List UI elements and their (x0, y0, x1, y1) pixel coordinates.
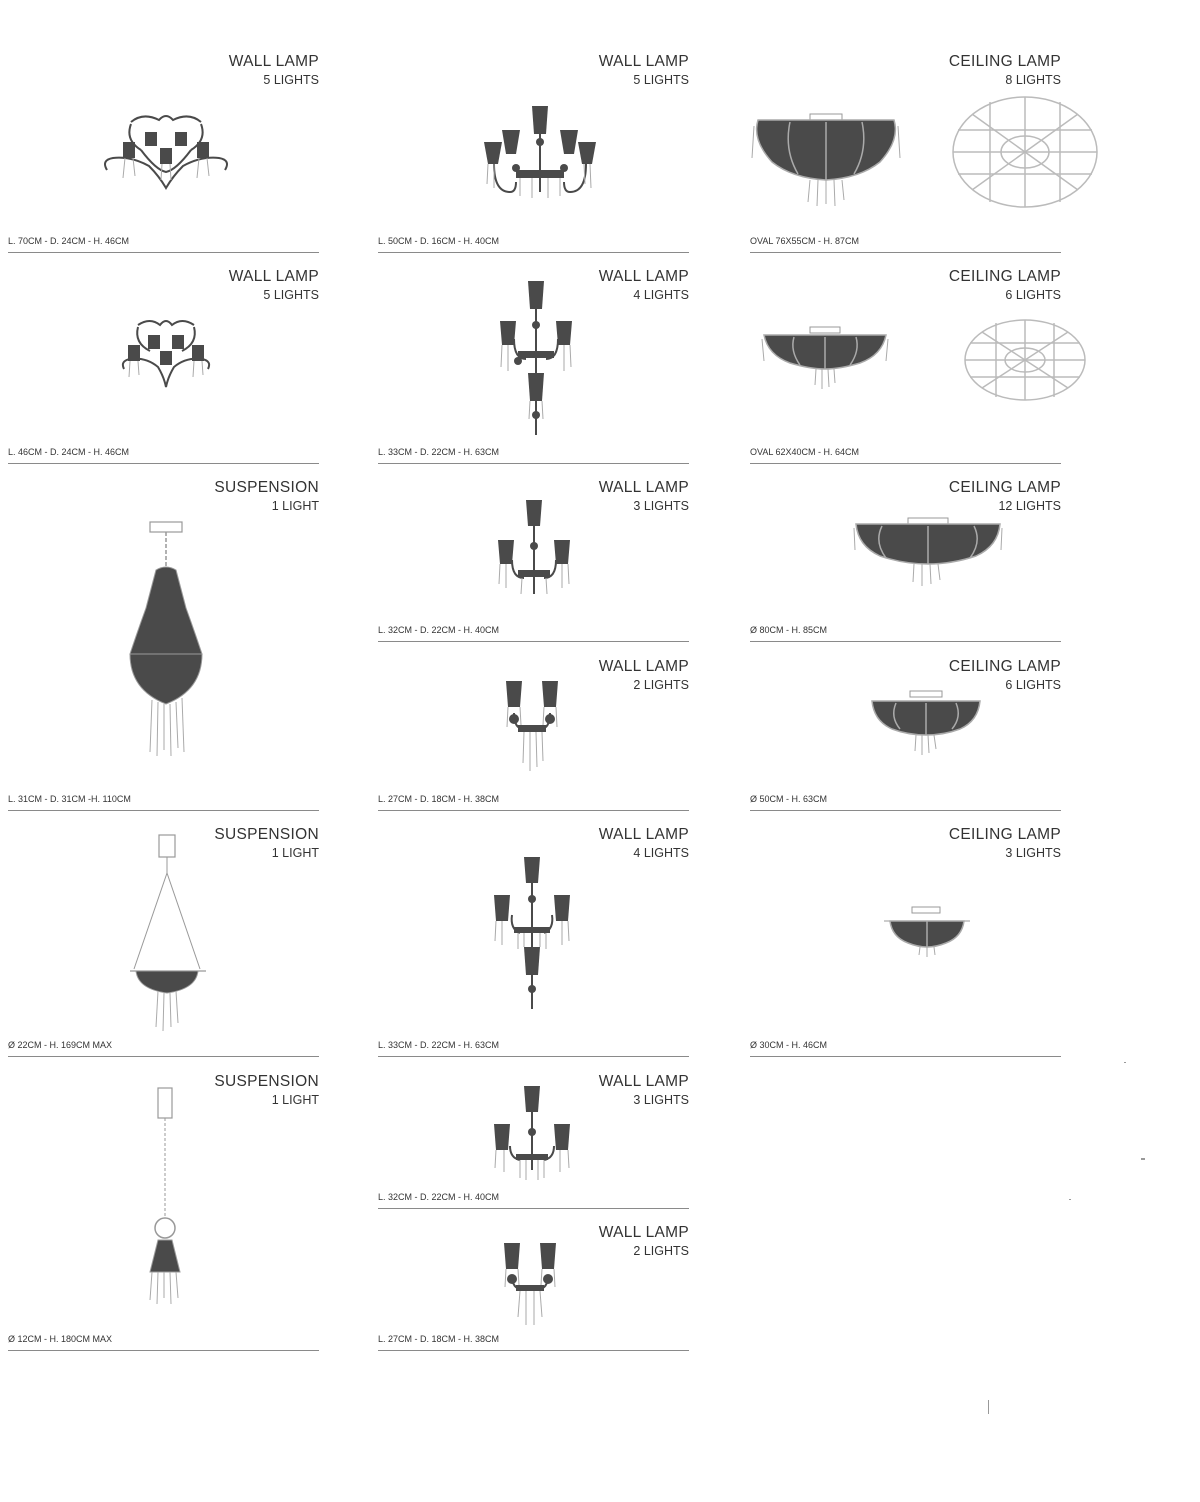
product-lights: 6 LIGHTS (1005, 288, 1061, 302)
product-card (750, 478, 1061, 642)
product-lights: 12 LIGHTS (998, 499, 1061, 513)
product-card (378, 267, 689, 464)
product-card (378, 1072, 689, 1209)
product-dimensions: L. 33CM - D. 22CM - H. 63CM (378, 447, 500, 457)
product-lights: 2 LIGHTS (633, 1244, 689, 1258)
ceiling-layout-icon (962, 317, 1088, 403)
product-lights: 1 LIGHT (271, 1093, 319, 1107)
product-lights: 4 LIGHTS (633, 846, 689, 860)
product-title: CEILING LAMP (948, 479, 1061, 496)
product-title: WALL LAMP (228, 268, 319, 285)
product-card (8, 1072, 319, 1351)
product-title: WALL LAMP (598, 53, 689, 70)
divider (8, 463, 319, 464)
product-lights: 5 LIGHTS (263, 288, 319, 302)
wall-lamp-icon (496, 279, 576, 437)
product-lights: 3 LIGHTS (1005, 846, 1061, 860)
product-title: CEILING LAMP (948, 53, 1061, 70)
ceiling-lamp-icon (852, 516, 1004, 588)
product-lights: 2 LIGHTS (633, 678, 689, 692)
product-lights: 1 LIGHT (271, 499, 319, 513)
divider (378, 1350, 689, 1351)
ceiling-lamp-icon (868, 689, 984, 759)
product-card (8, 267, 319, 464)
suspension-lamp-icon (128, 833, 208, 1033)
product-card (8, 52, 319, 253)
ceiling-lamp-icon (882, 905, 972, 959)
divider (378, 252, 689, 253)
divider (750, 463, 1061, 464)
scan-mark (1141, 1158, 1145, 1160)
product-lights: 6 LIGHTS (1005, 678, 1061, 692)
product-lights: 3 LIGHTS (633, 499, 689, 513)
divider (8, 810, 319, 811)
wall-lamp-icon (494, 498, 574, 598)
divider (378, 1056, 689, 1057)
wall-lamp-icon (492, 1084, 572, 1184)
product-dimensions: L. 50CM - D. 16CM - H. 40CM (378, 236, 500, 246)
product-dimensions: OVAL 62X40CM - H. 64CM (750, 447, 860, 457)
product-lights: 3 LIGHTS (633, 1093, 689, 1107)
product-title: SUSPENSION (214, 1073, 319, 1090)
wall-lamp-icon (496, 679, 568, 775)
ceiling-lamp-icon (760, 325, 890, 391)
wall-lamp-icon (494, 1241, 566, 1329)
wall-lamp-icon (101, 110, 231, 192)
product-card (750, 267, 1061, 464)
product-dimensions: L. 46CM - D. 24CM - H. 46CM (8, 447, 130, 457)
product-lights: 5 LIGHTS (633, 73, 689, 87)
product-dimensions: L. 31CM - D. 31CM -H. 110CM (8, 794, 131, 804)
ceiling-layout-icon (950, 94, 1100, 210)
divider (750, 641, 1061, 642)
product-card (8, 825, 319, 1057)
product-title: CEILING LAMP (948, 268, 1061, 285)
product-dimensions: L. 27CM - D. 18CM - H. 38CM (378, 1334, 500, 1344)
product-title: WALL LAMP (598, 268, 689, 285)
product-dimensions: Ø 80CM - H. 85CM (750, 625, 828, 635)
product-card (378, 478, 689, 642)
product-card (378, 1223, 689, 1351)
product-title: WALL LAMP (228, 53, 319, 70)
product-dimensions: L. 32CM - D. 22CM - H. 40CM (378, 1192, 500, 1202)
divider (750, 810, 1061, 811)
divider (750, 252, 1061, 253)
product-title: CEILING LAMP (948, 826, 1061, 843)
product-lights: 1 LIGHT (271, 846, 319, 860)
product-dimensions: Ø 12CM - H. 180CM MAX (8, 1334, 113, 1344)
divider (378, 463, 689, 464)
product-dimensions: L. 27CM - D. 18CM - H. 38CM (378, 794, 500, 804)
product-dimensions: Ø 50CM - H. 63CM (750, 794, 828, 804)
product-title: WALL LAMP (598, 479, 689, 496)
wall-lamp-icon (120, 317, 212, 391)
divider (378, 810, 689, 811)
product-card (750, 825, 1061, 1057)
suspension-lamp-icon (126, 520, 206, 760)
product-card (378, 657, 689, 811)
divider (378, 1208, 689, 1209)
divider (8, 1056, 319, 1057)
suspension-lamp-icon (144, 1086, 184, 1306)
divider (8, 1350, 319, 1351)
product-card (378, 825, 689, 1057)
product-lights: 4 LIGHTS (633, 288, 689, 302)
scan-mark (1069, 1199, 1071, 1200)
product-card (750, 52, 1061, 253)
divider (8, 252, 319, 253)
divider (378, 641, 689, 642)
product-dimensions: L. 33CM - D. 22CM - H. 63CM (378, 1040, 500, 1050)
product-lights: 5 LIGHTS (263, 73, 319, 87)
product-title: WALL LAMP (598, 658, 689, 675)
ceiling-lamp-icon (750, 110, 902, 208)
product-card (750, 657, 1061, 811)
product-title: WALL LAMP (598, 826, 689, 843)
product-title: CEILING LAMP (948, 658, 1061, 675)
scan-mark (1124, 1062, 1126, 1063)
divider (750, 1056, 1061, 1057)
product-title: SUSPENSION (214, 479, 319, 496)
product-dimensions: Ø 22CM - H. 169CM MAX (8, 1040, 113, 1050)
product-card (8, 478, 319, 811)
product-dimensions: L. 70CM - D. 24CM - H. 46CM (8, 236, 130, 246)
product-dimensions: Ø 30CM - H. 46CM (750, 1040, 828, 1050)
product-title: WALL LAMP (598, 1224, 689, 1241)
wall-lamp-icon (480, 104, 600, 200)
product-lights: 8 LIGHTS (1005, 73, 1061, 87)
product-title: WALL LAMP (598, 1073, 689, 1090)
product-card (378, 52, 689, 253)
product-title: SUSPENSION (214, 826, 319, 843)
product-dimensions: OVAL 76X55CM - H. 87CM (750, 236, 860, 246)
wall-lamp-icon (492, 855, 572, 1011)
scan-mark (988, 1400, 989, 1414)
product-dimensions: L. 32CM - D. 22CM - H. 40CM (378, 625, 500, 635)
